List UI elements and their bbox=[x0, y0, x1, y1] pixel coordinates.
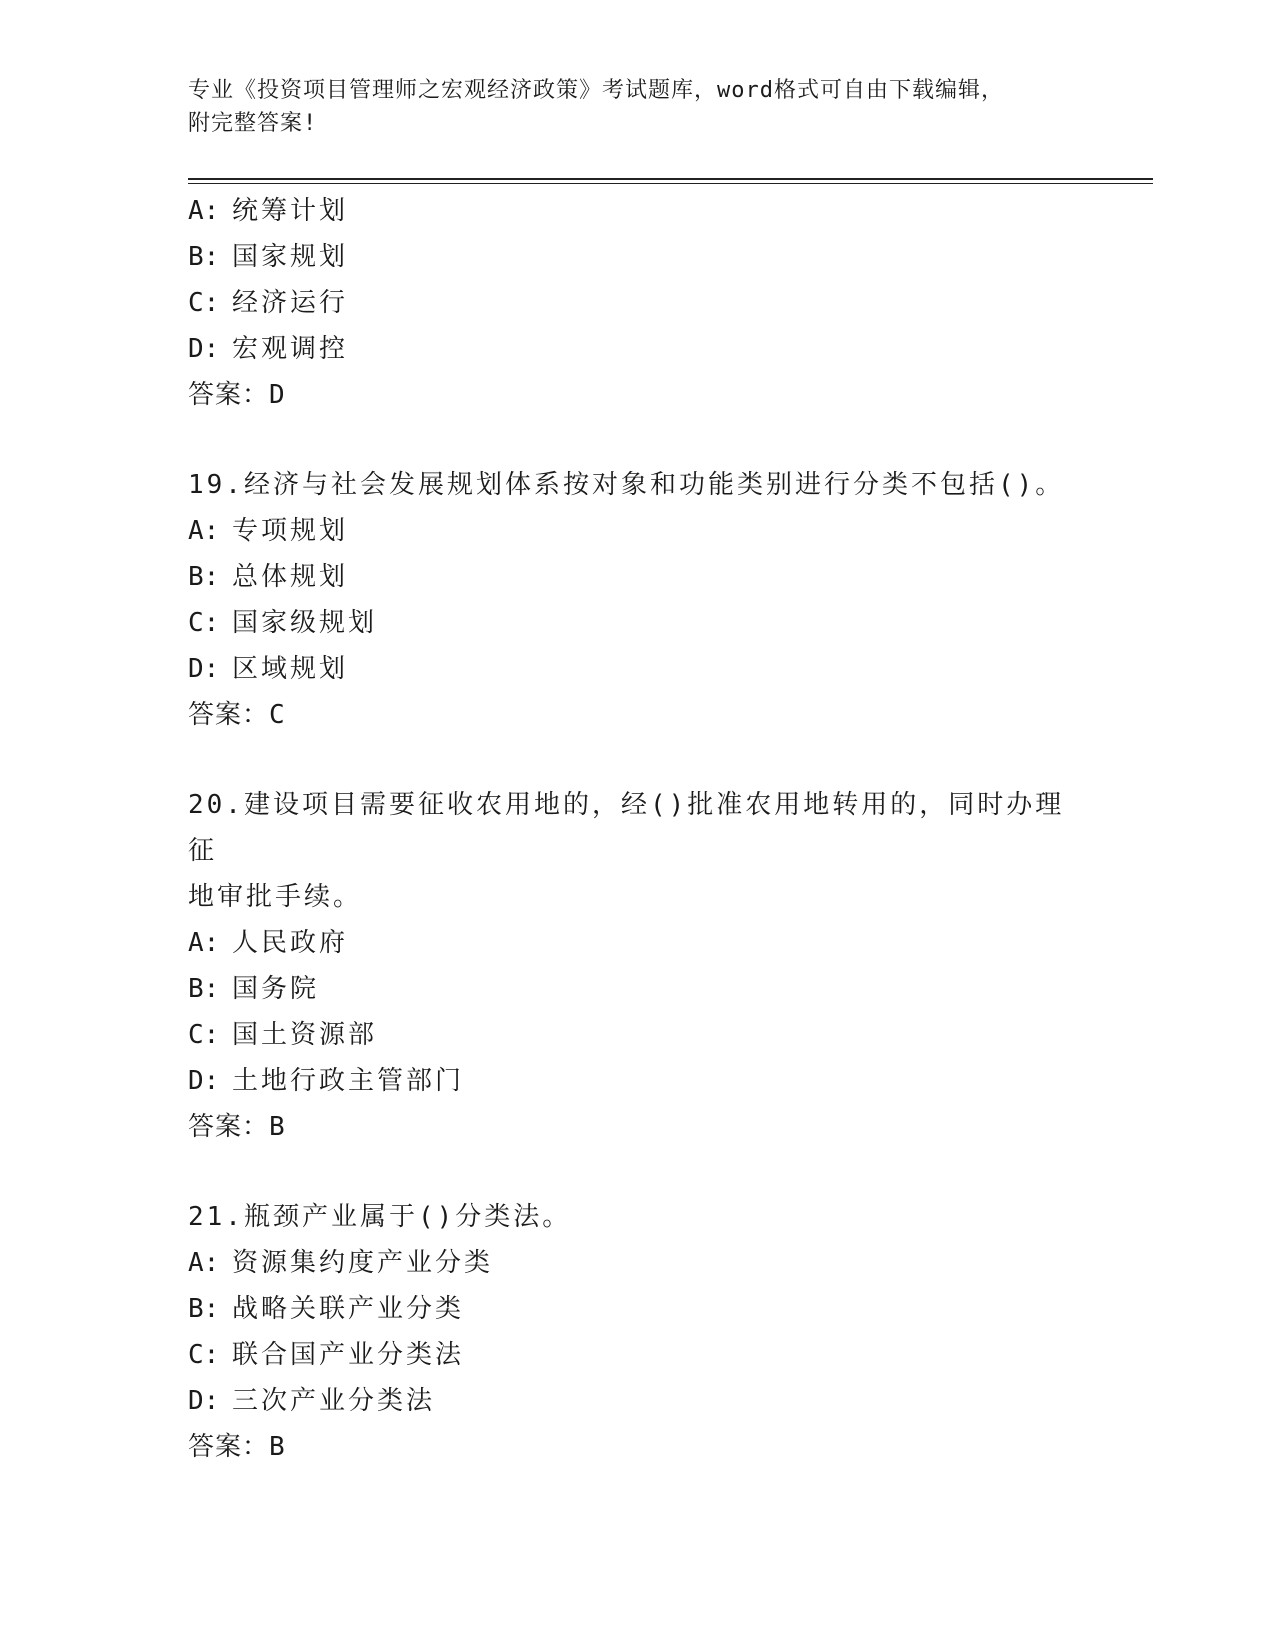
option-a: A: 资源集约度产业分类 bbox=[188, 1248, 494, 1278]
option-a: A: 专项规划 bbox=[188, 516, 349, 546]
question-block-19 bbox=[188, 462, 1088, 738]
question-text: 19.经济与社会发展规划体系按对象和功能类别进行分类不包括()。 bbox=[188, 470, 1065, 500]
header-divider-thick bbox=[188, 178, 1153, 180]
header-line-1: 专业《投资项目管理师之宏观经济政策》考试题库，word格式可自由下载编辑， bbox=[188, 78, 1004, 103]
option-c: C: 经济运行 bbox=[188, 288, 349, 318]
option-b: B: 国家规划 bbox=[188, 242, 349, 272]
answer-line: 答案：D bbox=[188, 380, 286, 410]
option-b: B: 战略关联产业分类 bbox=[188, 1294, 465, 1324]
question-text: 21.瓶颈产业属于()分类法。 bbox=[188, 1202, 572, 1232]
option-b: B: 国务院 bbox=[188, 974, 320, 1004]
option-a: A: 人民政府 bbox=[188, 928, 349, 958]
question-text bbox=[188, 782, 1088, 920]
answer-line: 答案：B bbox=[188, 1112, 286, 1142]
option-d: D: 土地行政主管部门 bbox=[188, 1066, 465, 1096]
question-text-line-2: 地审批手续。 bbox=[188, 882, 363, 912]
option-c: C: 国家级规划 bbox=[188, 608, 378, 638]
option-a: A: 统筹计划 bbox=[188, 196, 349, 226]
question-block-21 bbox=[188, 1194, 1088, 1470]
option-c: C: 联合国产业分类法 bbox=[188, 1340, 465, 1370]
question-block-18 bbox=[188, 188, 1088, 418]
option-d: D: 三次产业分类法 bbox=[188, 1386, 436, 1416]
question-list bbox=[188, 188, 1088, 1514]
answer-line: 答案：C bbox=[188, 700, 286, 730]
option-b: B: 总体规划 bbox=[188, 562, 349, 592]
header-divider-thin bbox=[188, 183, 1153, 184]
question-block-20 bbox=[188, 782, 1088, 1150]
option-d: D: 宏观调控 bbox=[188, 334, 349, 364]
answer-line: 答案：B bbox=[188, 1432, 286, 1462]
option-c: C: 国土资源部 bbox=[188, 1020, 378, 1050]
header-line-2: 附完整答案! bbox=[188, 111, 318, 136]
option-d: D: 区域规划 bbox=[188, 654, 349, 684]
document-header bbox=[188, 74, 1108, 140]
question-text-line-1: 20.建设项目需要征收农用地的，经()批准农用地转用的，同时办理征 bbox=[188, 790, 1065, 866]
